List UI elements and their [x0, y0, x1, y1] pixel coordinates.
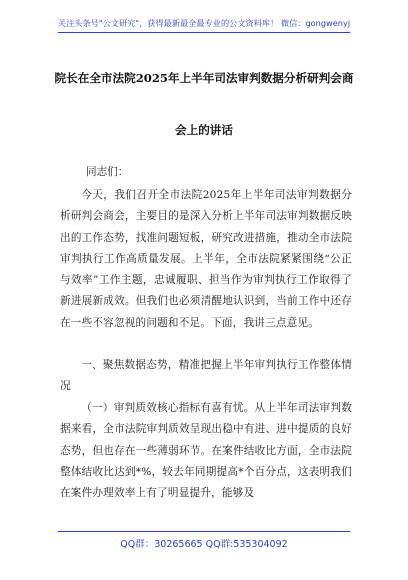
footer-contact: QQ群：30265665 QQ群:535304092 — [120, 539, 288, 550]
section-heading: 一、聚焦数据态势，精准把握上半年审判执行工作整体情况 — [60, 359, 352, 393]
footer-divider — [58, 531, 350, 532]
document-title-line-1: 院长在全市法院2025年上半年司法审判数据分析研判会商 — [54, 71, 354, 85]
body-paragraph: 今天，我们召开全市法院2025年上半年司法审判数据分析研判会商会，主要目的是深入分析上半年司法审判数据反映出的工作态势，找准问题短板，研究改进措施，推动全市法院审判执行工作高质量发展。上半年，全市法院紧紧围绕“公正与效率”工作主题，忠诚履职、担当作为审判执行工作取得了新进展新成效。但我们也必须清醒地认识到，当前工作中还存在一些不容忽视的问题和不足。下面，我讲三点意见。 — [60, 189, 352, 329]
body-paragraph: （一）审判质效核心指标有喜有忧。从上半年司法审判数据来看，全市法院审判质效呈现出稳中有进、进中提质的良好态势，但也存在一些薄弱环节。在案件结收比方面，全市法院整体结收比达到*%，较去年同期提高*个百分点，这表明我们在案件办理效率上有了明显提升，能够及 — [60, 402, 352, 500]
header-divider — [58, 32, 350, 33]
greeting: 同志们： — [86, 166, 129, 178]
document-title-line-2: 会上的讲话 — [175, 123, 233, 137]
header-banner: 关注头条号"公文研究"，获得最新最全最专业的公文资料库！ 微信：gongwenyj — [57, 18, 351, 28]
